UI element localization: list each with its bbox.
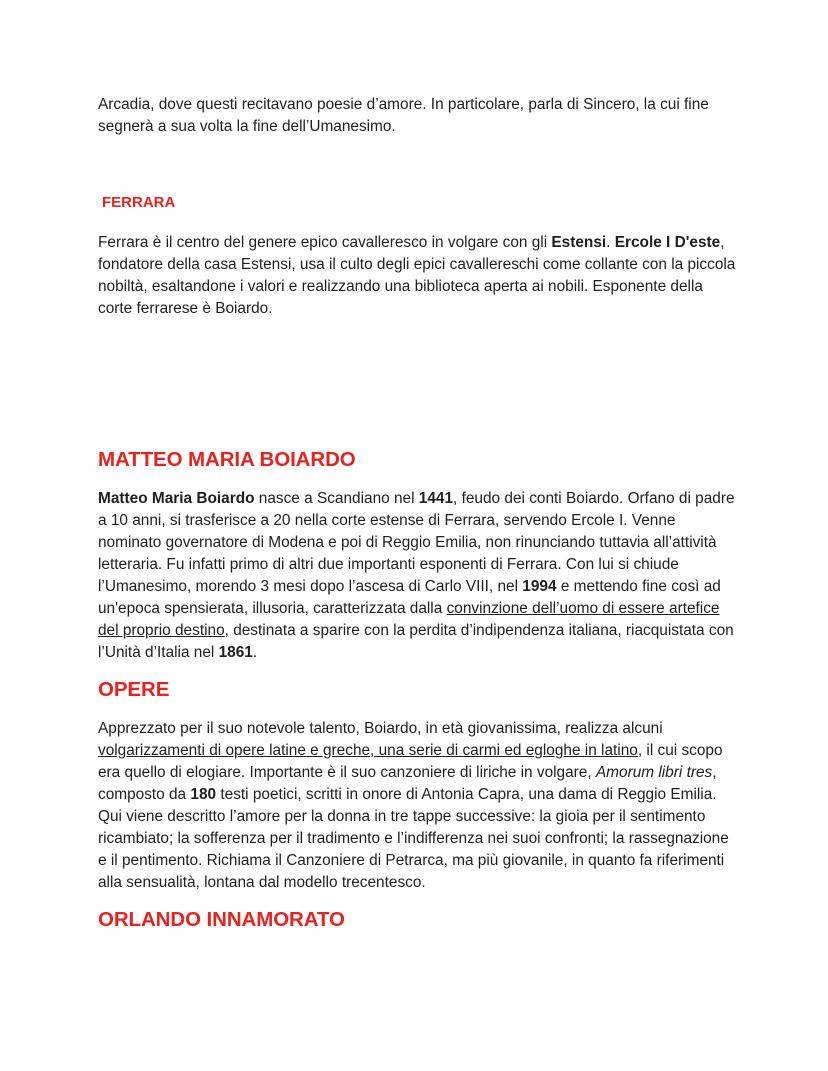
boiardo-paragraph: Matteo Maria Boiardo nasce a Scandiano nel 1441, feudo dei conti Boiardo. Orfano di padre a 10 anni, si trasferisce a 20 nella corte estense di Ferrara, servendo Ercole I. Venne nominato governatore di Modena e poi di Reggio Emilia, non rinunciando tuttavia all’attività letteraria. Fu infatti primo di altri due importanti esponenti di Ferrara. Con lui si chiude l’Umanesimo, morendo 3 mesi dopo l’ascesa di Carlo VIII, nel 1994 e mettendo fine così ad un'epoca spensierata, illusoria, caratterizzata dalla convinzione dell’uomo di essere artefice del proprio destino, destinata a sparire con la perdita d’indipendenza italiana, riacquistata con l’Unità d’Italia nel 1861. [98,490,735,661]
section-heading-opere: OPERE [98,678,170,701]
opere-paragraph: Apprezzato per il suo notevole talento, Boiardo, in età giovanissima, realizza alcuni volgarizzamenti di opere latine e greche, una serie di carmi ed egloghe in latino, il cui scopo era quello di elogiare. Importante è il suo canzoniere di liriche in volgare, Amorum libri tres, composto da 180 testi poetici, scritti in onore di Antonia Capra, una dama di Reggio Emilia. Qui viene descritto l’amore per la donna in tre tappe successive: la gioia per il sentimento ricambiato; la sofferenza per il tradimento e l’indifferenza nei suoi confronti; la rassegnazione e il pentimento. Richiama il Canzoniere di Petrarca, ma più giovanile, in quanto fa riferimenti alla sensualità, lontana dal modello trecentesco. [98,720,729,891]
intro-paragraph: Arcadia, dove questi recitavano poesie d’amore. In particolare, parla di Sincero, la cui fine segnerà a sua volta la fine dell’Umanesimo. [98,96,709,135]
section-heading-orlando: ORLANDO INNAMORATO [98,908,345,931]
ferrara-paragraph: Ferrara è il centro del genere epico cavalleresco in volgare con gli Estensi. Ercole I D'este, fondatore della casa Estensi, usa il culto degli epici cavallereschi come collante con la piccola nobiltà, esaltandone i valori e realizzando una biblioteca aperta ai nobili. Esponente della corte ferrarese è Boiardo. [98,234,736,317]
section-heading-ferrara: FERRARA [102,194,176,211]
section-heading-boiardo: MATTEO MARIA BOIARDO [98,448,356,471]
